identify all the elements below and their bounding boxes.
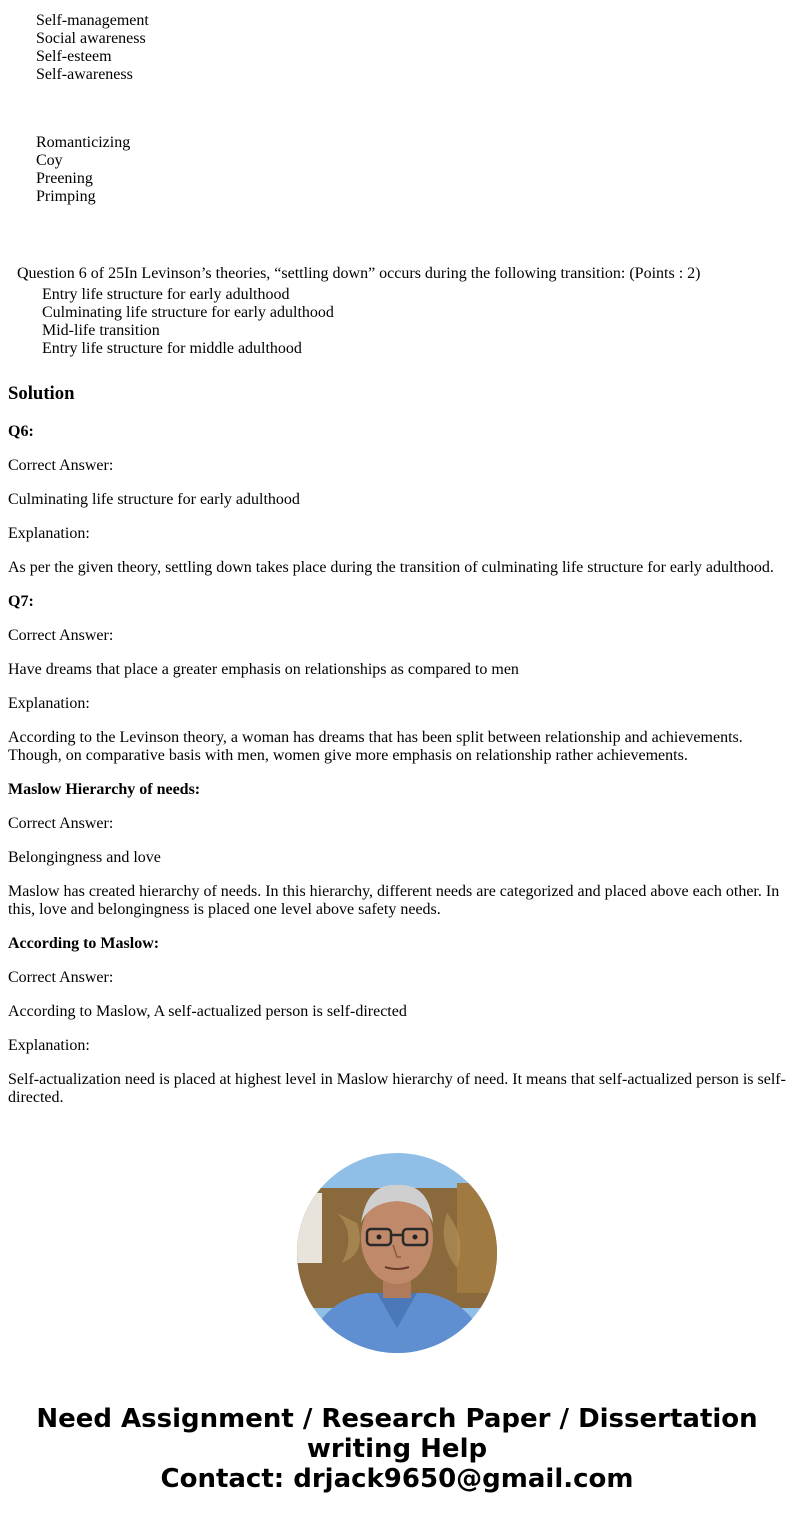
q4-options (36, 12, 149, 84)
q5-option-1: Romanticizing (36, 134, 131, 151)
q6-correct-label: Correct Answer: (8, 457, 114, 474)
q6-explanation-label: Explanation: (8, 525, 90, 542)
q6-options (42, 286, 334, 358)
maslow-needs-label: Maslow Hierarchy of needs: (8, 781, 201, 798)
footer-line-1: Need Assignment / Research Paper / Dissertation (36, 1404, 758, 1434)
maslow-self-explanation-label: Explanation: (8, 1037, 90, 1054)
q6-solution-label: Q6: (8, 423, 34, 440)
maslow-self-label: According to Maslow: (8, 935, 160, 952)
q6-question: Question 6 of 25In Levinson’s theories, “settling down” occurs during the following transition: (Points : 2) (17, 265, 701, 282)
q6-correct-answer: Culminating life structure for early adulthood (8, 491, 300, 508)
maslow-needs-answer: Belongingness and love (8, 849, 161, 866)
q7-explanation-label: Explanation: (8, 695, 90, 712)
q4-option-4: Self-awareness (36, 66, 133, 83)
q5-option-4: Primping (36, 188, 96, 205)
tutor-avatar-image (297, 1153, 497, 1353)
q4-option-1: Self-management (36, 12, 149, 29)
q7-explanation: According to the Levinson theory, a woman has dreams that has been split between relationship and achievements. Though, on comparative basis with men, women give more emphasis on relationship rather achievements. (8, 729, 743, 764)
maslow-self-answer: According to Maslow, A self-actualized person is self-directed (8, 1003, 407, 1020)
maslow-self-correct-label: Correct Answer: (8, 969, 114, 986)
tutor-avatar (297, 1153, 497, 1353)
q6-option-4: Entry life structure for middle adulthood (42, 340, 302, 357)
solution-heading: Solution (8, 383, 75, 404)
q6-option-2: Culminating life structure for early adulthood (42, 304, 334, 321)
maslow-needs-correct-label: Correct Answer: (8, 815, 114, 832)
q5-options (36, 134, 130, 206)
footer-contact: Contact: drjack9650@gmail.com (160, 1464, 634, 1494)
q7-correct-label: Correct Answer: (8, 627, 114, 644)
q7-correct-answer: Have dreams that place a greater emphasis on relationships as compared to men (8, 661, 519, 678)
q6-option-1: Entry life structure for early adulthood (42, 286, 290, 303)
maslow-self-explanation: Self-actualization need is placed at highest level in Maslow hierarchy of need. It means that self-actualized person is self-directed. (8, 1071, 786, 1106)
q5-option-2: Coy (36, 152, 63, 169)
q5-option-3: Preening (36, 170, 93, 187)
q4-option-2: Social awareness (36, 30, 146, 47)
q4-option-3: Self-esteem (36, 48, 112, 65)
footer-line-2: writing Help (306, 1434, 488, 1464)
q7-solution-label: Q7: (8, 593, 34, 610)
q6-option-3: Mid-life transition (42, 322, 160, 339)
q6-explanation: As per the given theory, settling down takes place during the transition of culminating life structure for early adulthood. (8, 559, 774, 576)
maslow-needs-explanation: Maslow has created hierarchy of needs. In this hierarchy, different needs are categorized and placed above each other. In this, love and belongingness is placed one level above safety needs. (8, 883, 780, 918)
